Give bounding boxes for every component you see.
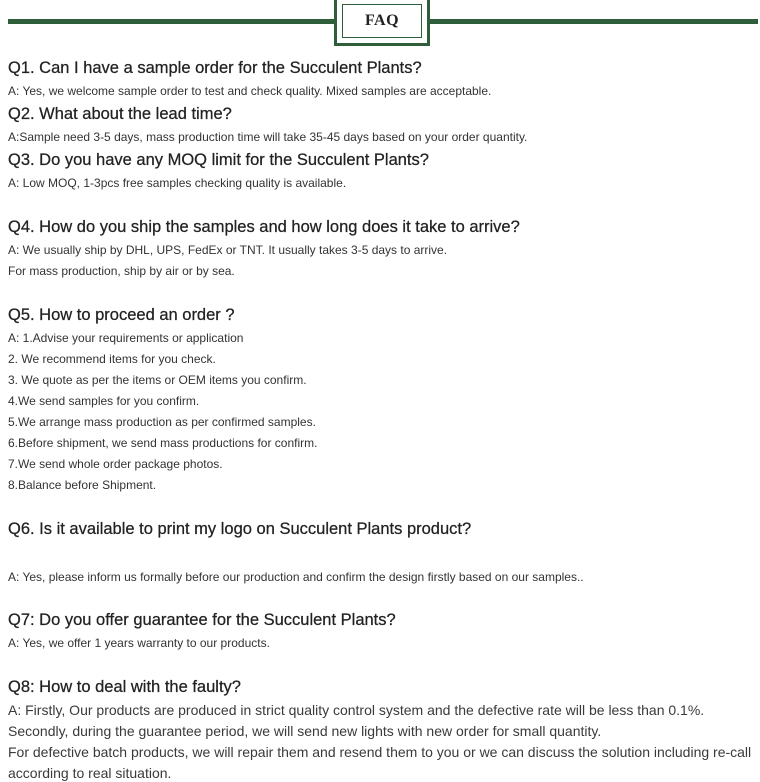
answer-6-line-1: A: Yes, please inform us formally before our production and confirm the design firstly based on our samples..	[8, 570, 584, 584]
answer-5-line-4: 4.We send samples for you confirm.	[8, 394, 200, 408]
question-4: Q4. How do you ship the samples and how long does it take to arrive?	[8, 218, 520, 236]
answer-7-line-1: A: Yes, we offer 1 years warranty to our products.	[8, 636, 270, 650]
question-7: Q7: Do you offer guarantee for the Succulent Plants?	[8, 611, 396, 629]
answer-5-line-6: 6.Before shipment, we send mass productions for confirm.	[8, 436, 318, 450]
faq-header	[0, 0, 760, 50]
answer-1-line-1: A: Yes, we welcome sample order to test and check quality. Mixed samples are acceptable.	[8, 84, 492, 98]
question-5: Q5. How to proceed an order ?	[8, 306, 235, 324]
answer-5-line-5: 5.We arrange mass production as per confirmed samples.	[8, 415, 316, 429]
question-8: Q8: How to deal with the faulty?	[8, 678, 241, 696]
answer-8-line-4: according to real situation.	[8, 765, 172, 781]
question-1: Q1. Can I have a sample order for the Succulent Plants?	[8, 59, 422, 77]
question-2: Q2. What about the lead time?	[8, 105, 232, 123]
answer-5-line-1: A: 1.Advise your requirements or application	[8, 331, 244, 345]
faq-badge	[334, 0, 430, 46]
question-3: Q3. Do you have any MOQ limit for the Succulent Plants?	[8, 151, 429, 169]
answer-3-line-1: A: Low MOQ, 1-3pcs free samples checking quality is available.	[8, 176, 347, 190]
answer-2-line-1: A:Sample need 3-5 days, mass production time will take 35-45 days based on your order quantity.	[8, 130, 528, 144]
answer-4-line-1: A: We usually ship by DHL, UPS, FedEx or TNT. It usually takes 3-5 days to arrive.	[8, 243, 448, 257]
answer-5-line-2: 2. We recommend items for you check.	[8, 352, 216, 366]
answer-5-line-3: 3. We quote as per the items or OEM items you confirm.	[8, 373, 307, 387]
answer-4-line-2: For mass production, ship by air or by sea.	[8, 264, 235, 278]
answer-8-line-3: For defective batch products, we will repair them and resend them to you or we can discuss the solution including re-call	[8, 744, 752, 760]
answer-5-line-8: 8.Balance before Shipment.	[8, 478, 157, 492]
answer-5-line-7: 7.We send whole order package photos.	[8, 457, 223, 471]
faq-title: FAQ	[342, 4, 422, 38]
answer-8-line-1: A: Firstly, Our products are produced in strict quality control system and the defective rate will be less than 0.1%.	[8, 702, 705, 718]
question-6: Q6. Is it available to print my logo on Succulent Plants product?	[8, 520, 472, 538]
answer-8-line-2: Secondly, during the guarantee period, we will send new lights with new order for small quantity.	[8, 723, 602, 739]
